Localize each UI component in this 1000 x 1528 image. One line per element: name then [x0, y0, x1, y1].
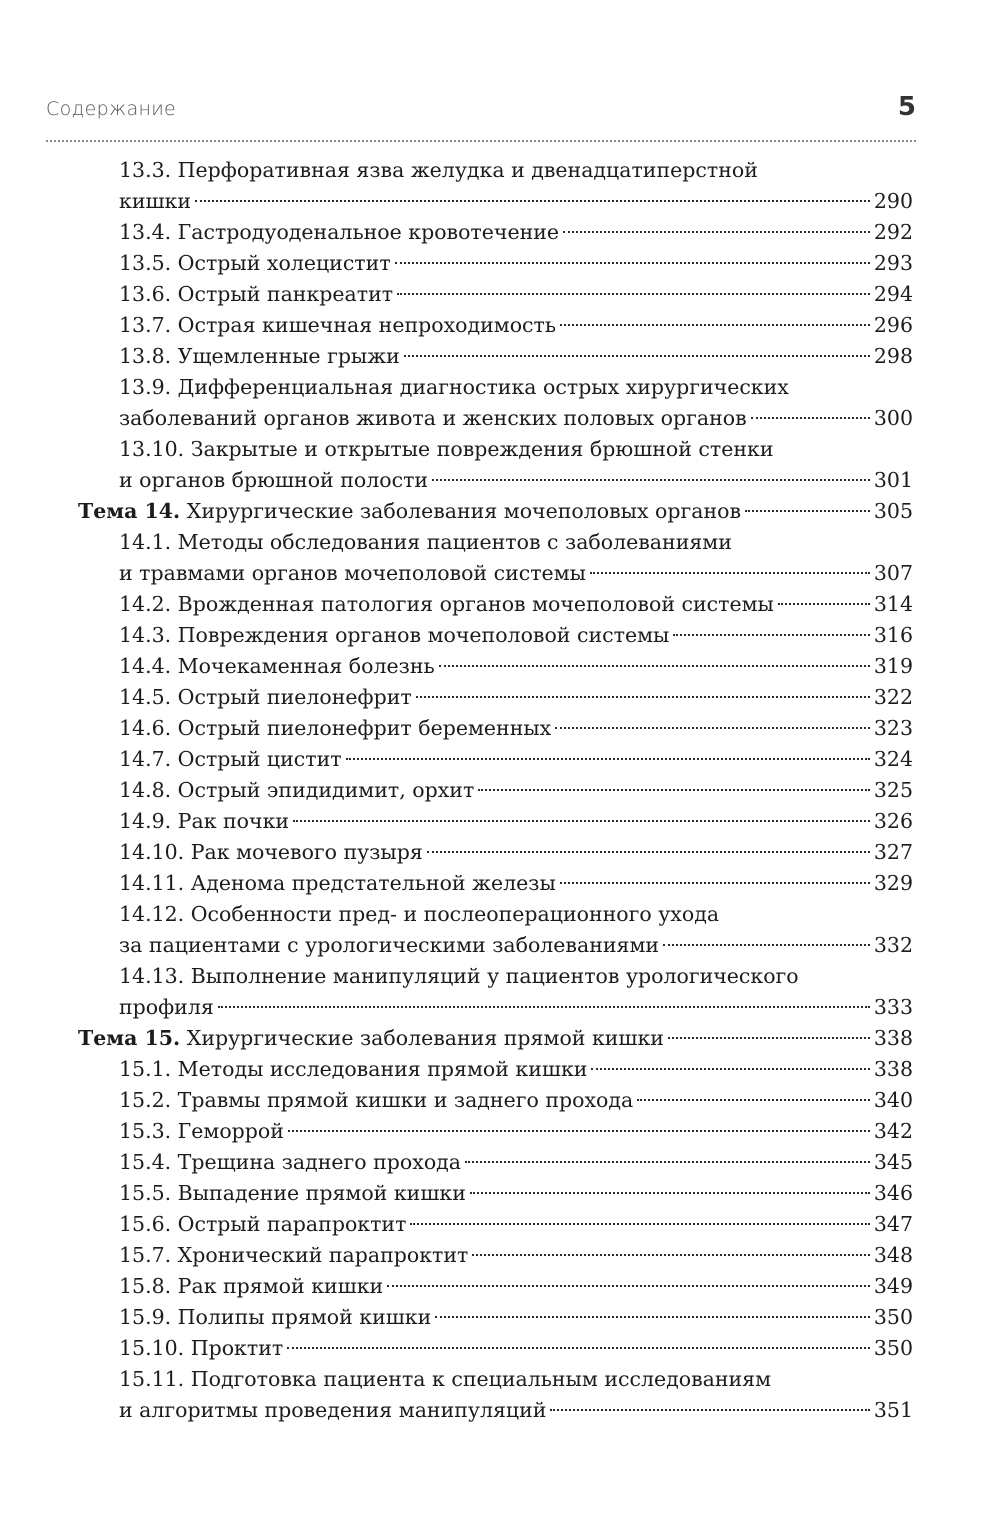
toc-page: 316: [873, 623, 913, 647]
toc-page: 314: [873, 592, 913, 616]
dot-leader: [663, 944, 870, 946]
dot-leader: [288, 1130, 870, 1132]
toc-entry: 15.7. Хронический парапроктит 348: [0, 1240, 913, 1271]
header-dotted-rule: [46, 140, 916, 142]
toc-page: 346: [873, 1181, 913, 1205]
toc-page: 292: [873, 220, 913, 244]
toc-entry-line: 15.11. Подготовка пациента к специальным исследованиям: [119, 1367, 772, 1391]
dot-leader: [195, 200, 870, 202]
dot-leader: [673, 634, 870, 636]
toc-entry: и органов брюшной полости 301: [0, 465, 913, 496]
dot-leader: [470, 1192, 870, 1194]
toc-page: 324: [873, 747, 913, 771]
toc-entry-line: 13.9. Дифференциальная диагностика острых хирургических: [119, 375, 789, 399]
toc-entry: заболеваний органов живота и женских половых органов 300: [0, 403, 913, 434]
toc-entry: 15.8. Рак прямой кишки 349: [0, 1271, 913, 1302]
dot-leader: [287, 1347, 870, 1349]
dot-leader: [560, 882, 870, 884]
toc-entry-line: 14.13. Выполнение манипуляций у пациентов урологического: [119, 964, 799, 988]
page-number: 5: [897, 92, 916, 122]
toc-page: 348: [873, 1243, 913, 1267]
dot-leader: [637, 1099, 870, 1101]
toc-page: 305: [873, 499, 913, 523]
dot-leader: [745, 510, 870, 512]
toc-entry: 14.6. Острый пиелонефрит беременных 323: [0, 713, 913, 744]
toc-entry: 14.7. Острый цистит 324: [0, 744, 913, 775]
toc-entry: 13.7. Острая кишечная непроходимость 296: [0, 310, 913, 341]
toc-page: 290: [873, 189, 913, 213]
toc-topic: Тема 15. Хирургические заболевания прямой кишки 338: [0, 1023, 913, 1054]
dot-leader: [397, 293, 870, 295]
toc-page: 327: [873, 840, 913, 864]
toc-page: 300: [873, 406, 913, 430]
toc-page: 323: [873, 716, 913, 740]
toc-entry: и травмами органов мочеполовой системы 307: [0, 558, 913, 589]
toc-page: 332: [873, 933, 913, 957]
toc-entry: 15.4. Трещина заднего прохода 345: [0, 1147, 913, 1178]
topic-label: Тема 15.: [78, 1026, 181, 1050]
toc-entry: 14.4. Мочекаменная болезнь 319: [0, 651, 913, 682]
dot-leader: [478, 789, 870, 791]
toc-entry-line: 13.3. Перфоративная язва желудка и двенадцатиперстной: [119, 158, 758, 182]
dot-leader: [427, 851, 870, 853]
toc-entry: 13.6. Острый панкреатит 294: [0, 279, 913, 310]
toc-page: 351: [873, 1398, 913, 1422]
dot-leader: [387, 1285, 870, 1287]
table-of-contents: [0, 155, 1000, 1426]
dot-leader: [293, 820, 870, 822]
toc-entry: за пациентами с урологическими заболеваниями 332: [0, 930, 913, 961]
toc-entry: 14.9. Рак почки 326: [0, 806, 913, 837]
toc-entry: и алгоритмы проведения манипуляций 351: [0, 1395, 913, 1426]
toc-entry-line: 13.10. Закрытые и открытые повреждения брюшной стенки: [119, 437, 774, 461]
dot-leader: [751, 417, 870, 419]
toc-entry: кишки 290: [0, 186, 913, 217]
toc-topic: Тема 14. Хирургические заболевания мочеполовых органов 305: [0, 496, 913, 527]
toc-page: 342: [873, 1119, 913, 1143]
toc-entry: 15.1. Методы исследования прямой кишки 338: [0, 1054, 913, 1085]
dot-leader: [668, 1037, 870, 1039]
dot-leader: [591, 1068, 869, 1070]
dot-leader: [416, 696, 870, 698]
dot-leader: [778, 603, 870, 605]
dot-leader: [465, 1161, 870, 1163]
running-head: [46, 94, 916, 120]
toc-entry: 15.2. Травмы прямой кишки и заднего прохода 340: [0, 1085, 913, 1116]
toc-page: 301: [873, 468, 913, 492]
toc-page: 340: [873, 1088, 913, 1112]
toc-entry: 13.5. Острый холецистит 293: [0, 248, 913, 279]
dot-leader: [563, 231, 870, 233]
toc-entry: 13.8. Ущемленные грыжи 298: [0, 341, 913, 372]
toc-page: 322: [873, 685, 913, 709]
toc-entry-line: 14.12. Особенности пред- и послеоперационного ухода: [119, 902, 720, 926]
dot-leader: [560, 324, 870, 326]
toc-page: 338: [873, 1057, 913, 1081]
running-head-title: Содержание: [46, 98, 177, 120]
dot-leader: [439, 665, 870, 667]
toc-entry: 14.5. Острый пиелонефрит 322: [0, 682, 913, 713]
topic-label: Тема 14.: [78, 499, 181, 523]
toc-page: 319: [873, 654, 913, 678]
dot-leader: [435, 1316, 870, 1318]
toc-entry: 14.2. Врожденная патология органов мочеполовой системы 314: [0, 589, 913, 620]
dot-leader: [590, 572, 870, 574]
toc-page: 296: [873, 313, 913, 337]
toc-page: 298: [873, 344, 913, 368]
toc-page: 293: [873, 251, 913, 275]
toc-entry-line: 14.1. Методы обследования пациентов с заболеваниями: [119, 530, 732, 554]
dot-leader: [346, 758, 870, 760]
toc-page: 338: [873, 1026, 913, 1050]
toc-page: 345: [873, 1150, 913, 1174]
toc-entry: 15.6. Острый парапроктит 347: [0, 1209, 913, 1240]
toc-page: 325: [873, 778, 913, 802]
toc-page: 326: [873, 809, 913, 833]
toc-page: 347: [873, 1212, 913, 1236]
toc-page: 333: [873, 995, 913, 1019]
toc-entry: 14.11. Аденома предстательной железы 329: [0, 868, 913, 899]
toc-entry: 15.3. Геморрой 342: [0, 1116, 913, 1147]
dot-leader: [432, 479, 870, 481]
toc-page: 329: [873, 871, 913, 895]
dot-leader: [395, 262, 870, 264]
toc-entry: 15.9. Полипы прямой кишки 350: [0, 1302, 913, 1333]
toc-entry: 14.10. Рак мочевого пузыря 327: [0, 837, 913, 868]
toc-entry: 15.10. Проктит 350: [0, 1333, 913, 1364]
dot-leader: [550, 1409, 869, 1411]
toc-page: 350: [873, 1305, 913, 1329]
toc-page: 294: [873, 282, 913, 306]
toc-entry: 13.4. Гастродуоденальное кровотечение 292: [0, 217, 913, 248]
toc-page: 350: [873, 1336, 913, 1360]
dot-leader: [218, 1006, 870, 1008]
dot-leader: [555, 727, 870, 729]
toc-entry: 14.3. Повреждения органов мочеполовой системы 316: [0, 620, 913, 651]
dot-leader: [404, 355, 870, 357]
toc-page: 307: [873, 561, 913, 585]
toc-entry: профиля 333: [0, 992, 913, 1023]
toc-entry: 15.5. Выпадение прямой кишки 346: [0, 1178, 913, 1209]
dot-leader: [472, 1254, 869, 1256]
toc-page: 349: [873, 1274, 913, 1298]
toc-entry: 14.8. Острый эпидидимит, орхит 325: [0, 775, 913, 806]
dot-leader: [410, 1223, 869, 1225]
